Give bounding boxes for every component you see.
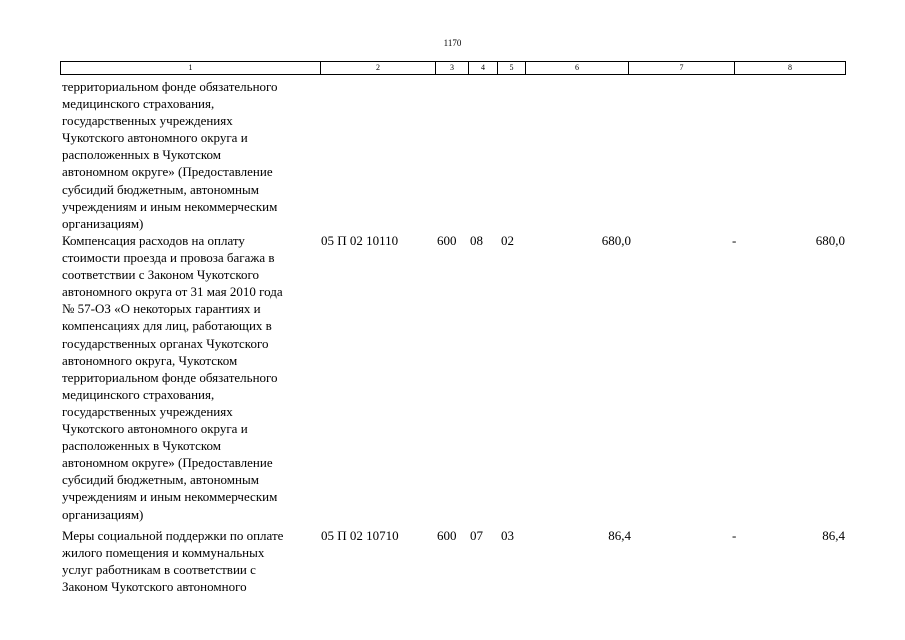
row-expense-type: 600 [437, 528, 457, 543]
row-amount: 680,0 [601, 233, 631, 248]
column-header-5: 5 [498, 62, 526, 75]
row-expense-type: 600 [437, 233, 457, 248]
column-header-4: 4 [469, 62, 498, 75]
row-change: - [732, 233, 737, 248]
row-description: территориальном фонде обязательного медицинского страхования, государственных учреждениях Чукотского автономного округа и расположенных в Чукотском автономном округе» (Предоставление субсидий бюджетным, автономным учреждениям и иным некоммерческим организациям) [62, 79, 278, 231]
row-description: Меры социальной поддержки по оплате жилого помещения и коммунальных услуг работникам в соответствии с Законом Чукотского автономного [62, 528, 284, 595]
row-amount: 86,4 [608, 528, 631, 543]
row-target-code: 05 П 02 10710 [321, 528, 399, 543]
row-target-code: 05 П 02 10110 [321, 233, 399, 248]
row-section: 07 [470, 528, 483, 543]
row-change: - [732, 528, 737, 543]
column-header-6: 6 [526, 62, 629, 75]
column-header-2: 2 [321, 62, 436, 75]
column-number-header [60, 61, 846, 75]
row-total: 86,4 [822, 528, 845, 543]
row-subsection: 02 [501, 233, 514, 248]
page-number: 1170 [443, 38, 462, 48]
row-total: 680,0 [815, 233, 845, 248]
row-description: Компенсация расходов на оплату стоимости проезда и провоза багажа в соответствии с Законом Чукотского автономного округа от 31 мая 2010 года № 57-ОЗ «О некоторых гарантиях и компенсациях для лиц, работающих в государственных органах Чукотского автономного округа, Чукотском территориальном фонде обязательного медицинского страхования, государственных учреждениях Чукотского автономного округа и расположенных в Чукотском автономном округе» (Предоставление субсидий бюджетным, автономным учреждениям и иным некоммерческим организациям) [62, 233, 283, 522]
row-section: 08 [470, 233, 483, 248]
row-subsection: 03 [501, 528, 514, 543]
column-header-8: 8 [735, 62, 846, 75]
column-header-3: 3 [436, 62, 469, 75]
column-header-1: 1 [61, 62, 321, 75]
column-header-7: 7 [629, 62, 735, 75]
